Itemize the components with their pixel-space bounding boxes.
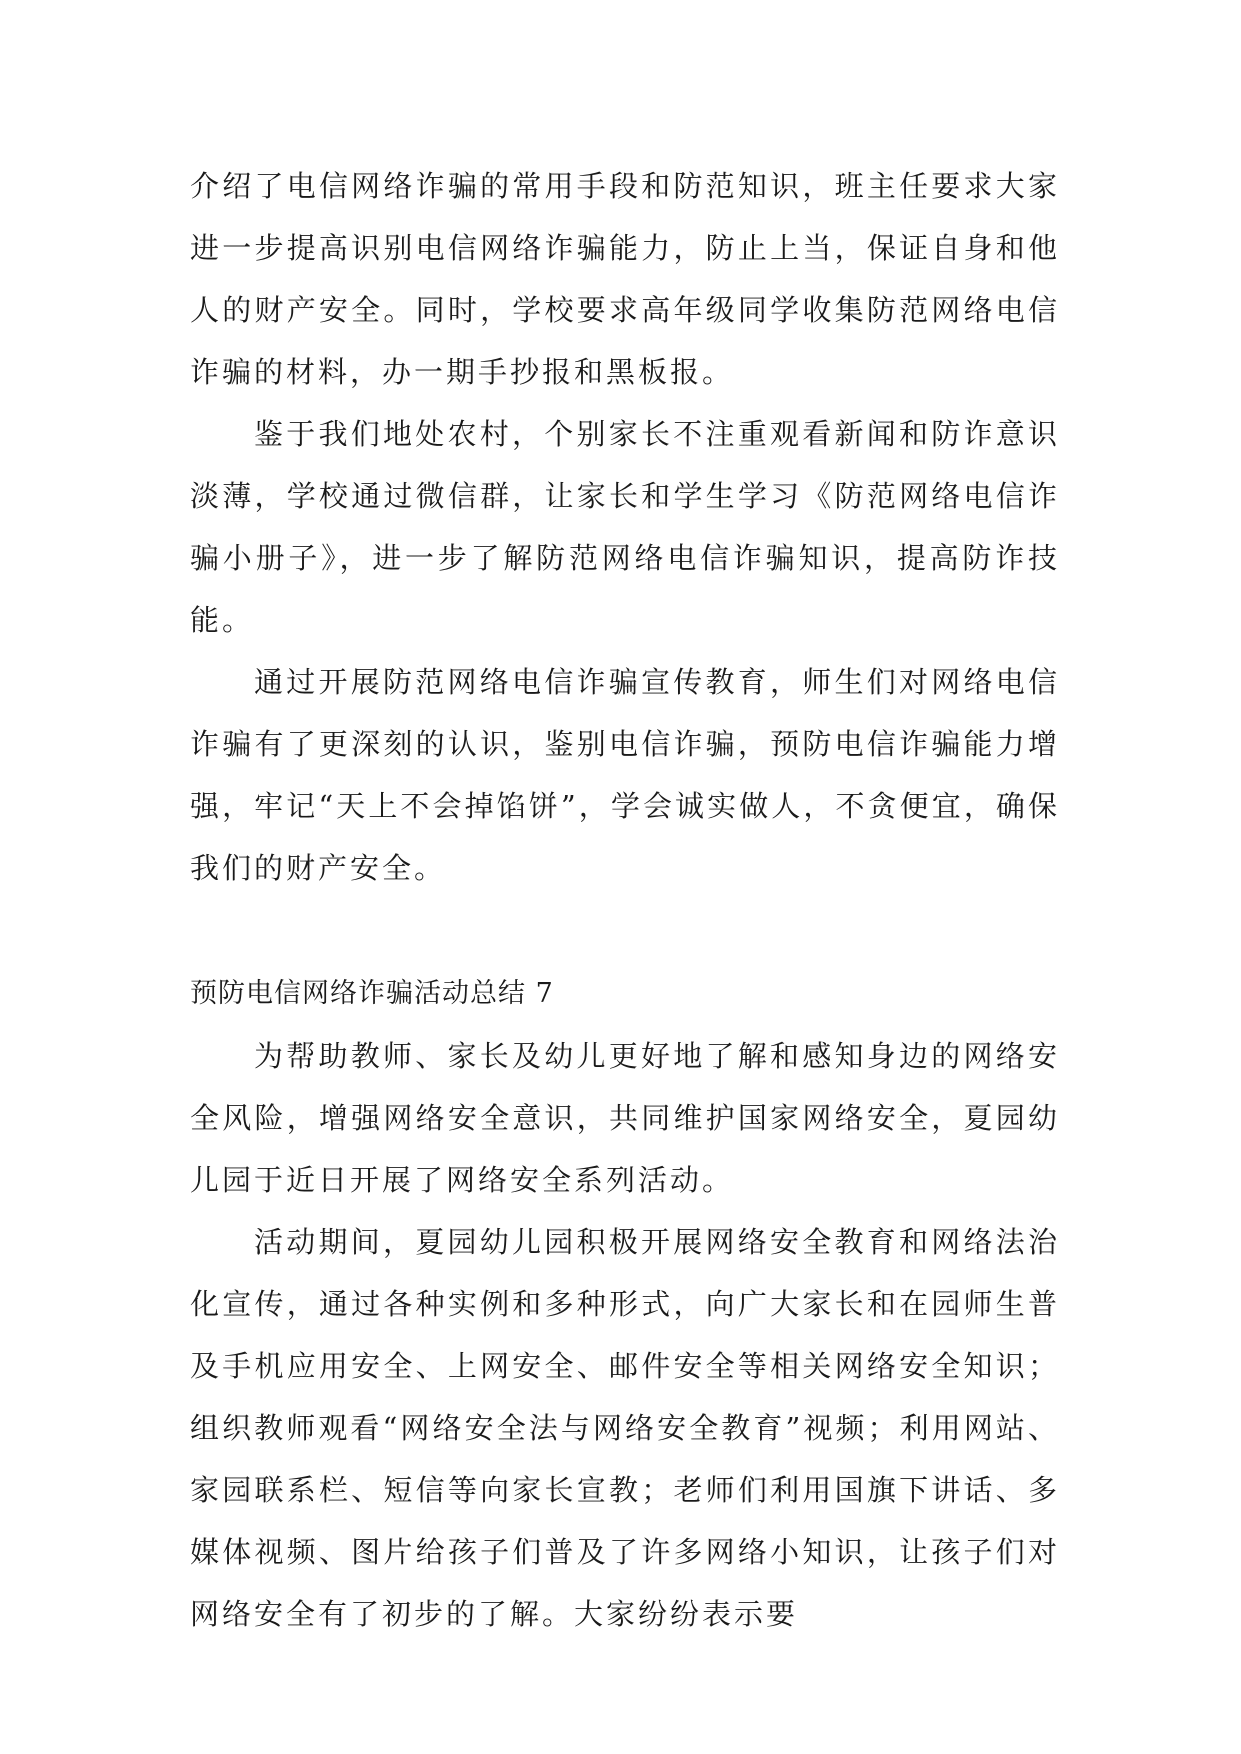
section-heading: 预防电信网络诈骗活动总结 7 (190, 978, 554, 1009)
paragraph: 为帮助教师、家长及幼儿更好地了解和感知身边的网络安全风险，增强网络安全意识，共同维护国家网络安全，夏园幼儿园于近日开展了网络安全系列活动。 (190, 1039, 1060, 1197)
paragraph: 通过开展防范网络电信诈骗宣传教育，师生们对网络电信诈骗有了更深刻的认识，鉴别电信诈骗，预防电信诈骗能力增强，牢记“天上不会掉馅饼”，学会诚实做人，不贪便宜，确保我们的财产安全。 (190, 665, 1060, 885)
paragraph: 介绍了电信网络诈骗的常用手段和防范知识，班主任要求大家进一步提高识别电信网络诈骗能力，防止上当，保证自身和他人的财产安全。同时，学校要求高年级同学收集防范网络电信诈骗的材料，办一期手抄报和黑板报。 (190, 169, 1060, 389)
paragraph: 活动期间，夏园幼儿园积极开展网络安全教育和网络法治化宣传，通过各种实例和多种形式，向广大家长和在园师生普及手机应用安全、上网安全、邮件安全等相关网络安全知识；组织教师观看“网络安全法与网络安全教育”视频；利用网站、家园联系栏、短信等向家长宣教；老师们利用国旗下讲话、多媒体视频、图片给孩子们普及了许多网络小知识，让孩子们对网络安全有了初步的了解。大家纷纷表示要 (190, 1225, 1060, 1631)
document-body (190, 155, 1060, 1645)
paragraph: 鉴于我们地处农村，个别家长不注重观看新闻和防诈意识淡薄，学校通过微信群，让家长和学生学习《防范网络电信诈骗小册子》，进一步了解防范网络电信诈骗知识，提高防诈技能。 (190, 417, 1060, 637)
